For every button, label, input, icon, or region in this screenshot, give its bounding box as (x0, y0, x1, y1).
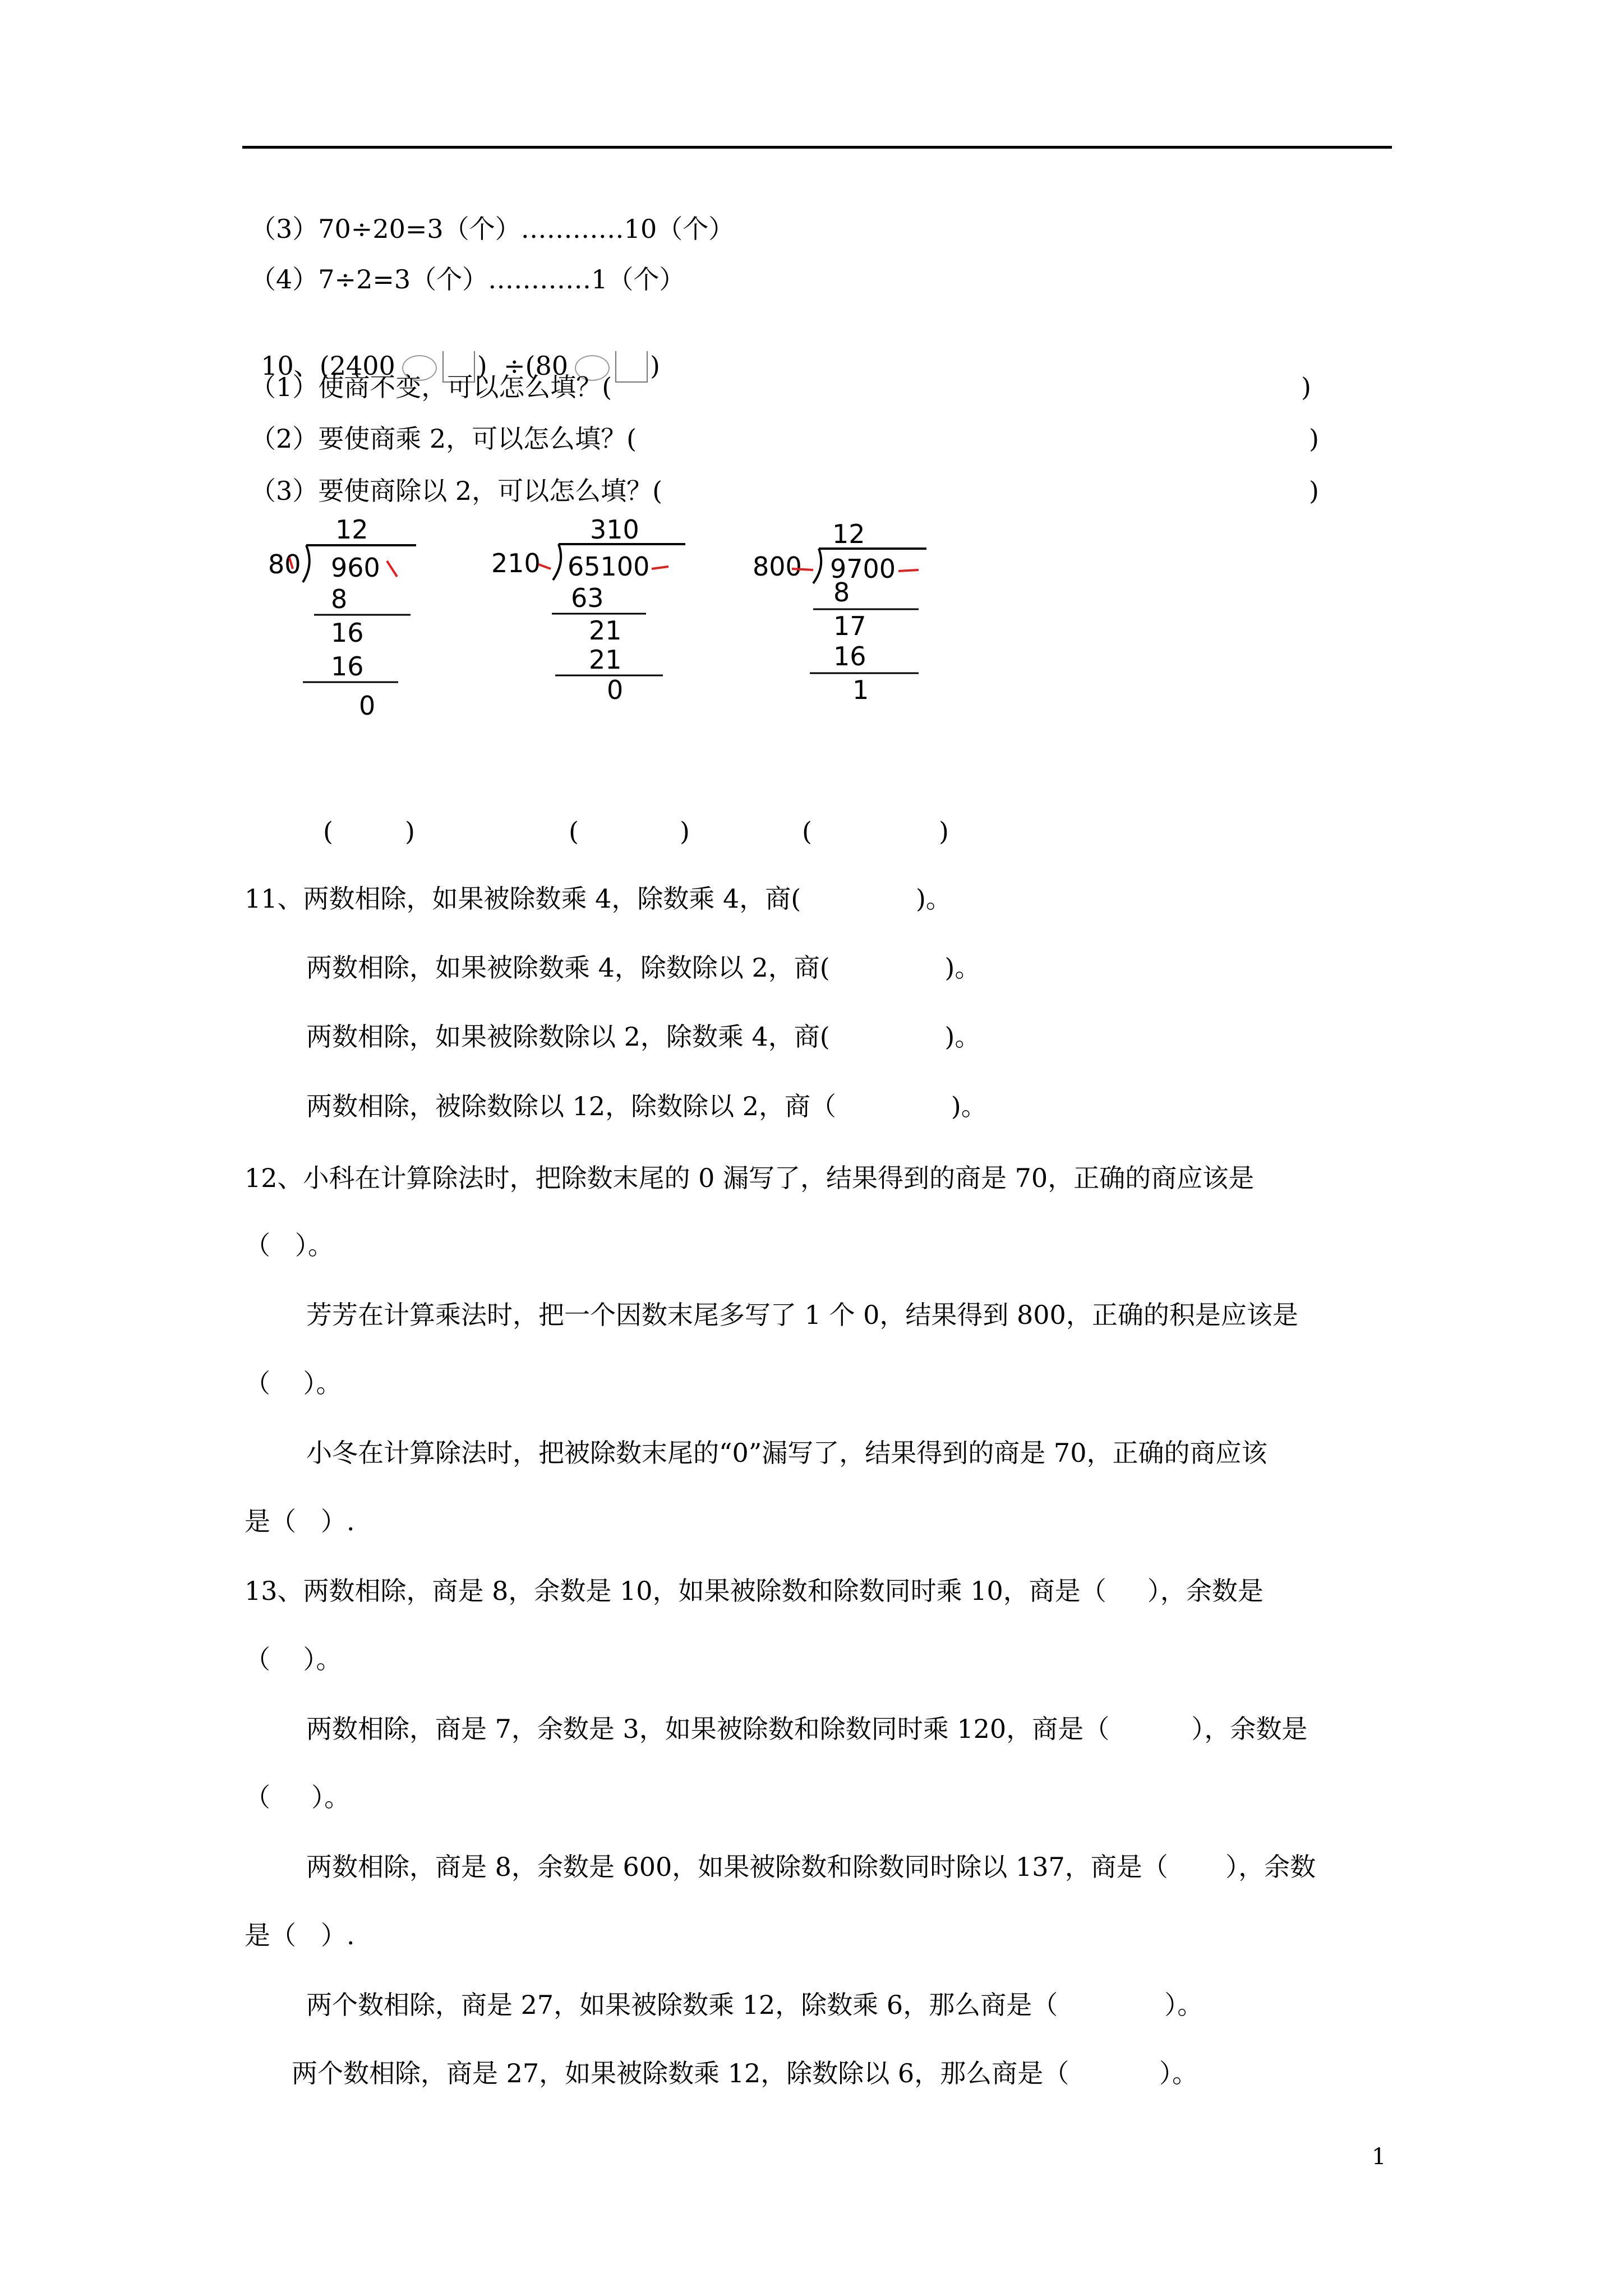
header-rule (242, 146, 1392, 149)
strike-mark-icon (898, 570, 919, 571)
q9-item4: （4）7÷2=3（个）…………1（个） (250, 264, 685, 295)
q10-sub1: （1）使商不变，可以怎么填？( (250, 372, 612, 402)
q10-sub1-close: ) (1301, 372, 1311, 402)
strike-mark-icon (387, 561, 397, 577)
q10-sub3-close: ) (1309, 476, 1319, 506)
division-3-step: 16 (833, 641, 866, 671)
answer-blank-3-open: ( (802, 816, 812, 846)
q13-line5: 两个数相除，商是 27，如果被除数乘 12，除数除以 6，那么商是（ ）。 (292, 2058, 1198, 2088)
division-2-step: 21 (589, 615, 622, 646)
q11-line4: 两数相除，被除数除以 12，除数除以 2，商（ )。 (306, 1091, 987, 1121)
q12-line2: 芳芳在计算乘法时，把一个因数末尾多写了 1 个 0，结果得到 800，正确的积是应该是 (306, 1300, 1298, 1330)
division-1-step: 16 (331, 618, 364, 648)
page-number: 1 (1372, 2144, 1386, 2170)
division-3-step: 8 (833, 577, 850, 608)
strike-mark-icon (652, 567, 668, 569)
q10-prefix: 10、(2400 (261, 351, 395, 381)
q12-line3: 小冬在计算除法时，把被除数末尾的“0”漏写了，结果得到的商是 70，正确的商应该 (306, 1438, 1267, 1468)
q11-line3: 两数相除，如果被除数除以 2，除数乘 4，商( )。 (306, 1022, 981, 1052)
division-2-dividend: 65100 (568, 551, 650, 582)
q13-line1: 13、两数相除，商是 8，余数是 10，如果被除数和除数同时乘 10，商是（ ），余数是 (245, 1576, 1264, 1606)
q13-line3b: 是（ ）. (245, 1920, 355, 1950)
q11-line1: 11、两数相除，如果被除数乘 4，除数乘 4，商( )。 (245, 884, 952, 914)
division-2-remainder: 0 (607, 675, 624, 705)
q13-line2b: （ ）。 (245, 1782, 351, 1812)
q11-line2: 两数相除，如果被除数乘 4，除数除以 2，商( )。 (306, 953, 981, 983)
long-division-1 (264, 510, 432, 735)
answer-blank-1-open: ( (323, 816, 333, 846)
q13-line3: 两数相除，商是 8，余数是 600，如果被除数和除数同时除以 137，商是（ ），余数 (306, 1852, 1316, 1882)
answer-blank-2-open: ( (569, 816, 579, 846)
division-2-step: 21 (589, 645, 622, 675)
division-1-quotient: 12 (335, 514, 368, 545)
answer-blank-3-close: ) (939, 816, 949, 846)
q12-line1b: （ ）。 (245, 1230, 334, 1260)
division-1-step: 16 (331, 651, 364, 682)
q12-line3b: 是（ ）. (245, 1506, 355, 1536)
division-1-dividend: 960 (331, 553, 380, 583)
division-1-divisor: 80 (268, 549, 301, 579)
division-3-remainder: 1 (852, 675, 869, 705)
division-3-quotient: 12 (832, 519, 865, 549)
blank-box-icon (615, 351, 648, 383)
division-3-dividend: 9700 (830, 554, 896, 584)
q13-line4: 两个数相除，商是 27，如果被除数乘 12，除数乘 6，那么商是（ ）。 (306, 1990, 1204, 2020)
long-division-3 (751, 510, 942, 712)
answer-blank-2-close: ) (680, 816, 690, 846)
q12-line2b: （ ）。 (245, 1368, 342, 1398)
division-1-step: 8 (331, 584, 348, 614)
q13-line2: 两数相除，商是 7，余数是 3，如果被除数和除数同时乘 120，商是（ ），余数是 (306, 1714, 1308, 1744)
q9-item3: （3）70÷20=3（个）…………10（个） (250, 214, 735, 244)
answer-blank-1-close: ) (405, 816, 415, 846)
division-3-step: 17 (833, 611, 866, 641)
q10-mid: ) ÷(80 (477, 351, 569, 381)
q10-sub3: （3）要使商除以 2，可以怎么填？( (250, 476, 663, 506)
division-3-divisor: 800 (753, 551, 802, 582)
division-1-remainder: 0 (359, 691, 376, 721)
division-2-step: 63 (571, 583, 604, 613)
division-2-quotient: 310 (590, 514, 639, 545)
q10-suffix: ) (650, 351, 660, 381)
strike-mark-icon (792, 569, 813, 570)
q13-line1b: （ ）。 (245, 1644, 342, 1674)
long-division-2 (489, 510, 691, 712)
division-2-divisor: 210 (491, 548, 541, 578)
q10-sub2: （2）要使商乘 2，可以怎么填？( (250, 424, 637, 454)
q10-sub2-close: ) (1309, 424, 1319, 454)
q12-line1: 12、小科在计算除法时，把除数末尾的 0 漏写了，结果得到的商是 70，正确的商应该是 (245, 1163, 1255, 1193)
